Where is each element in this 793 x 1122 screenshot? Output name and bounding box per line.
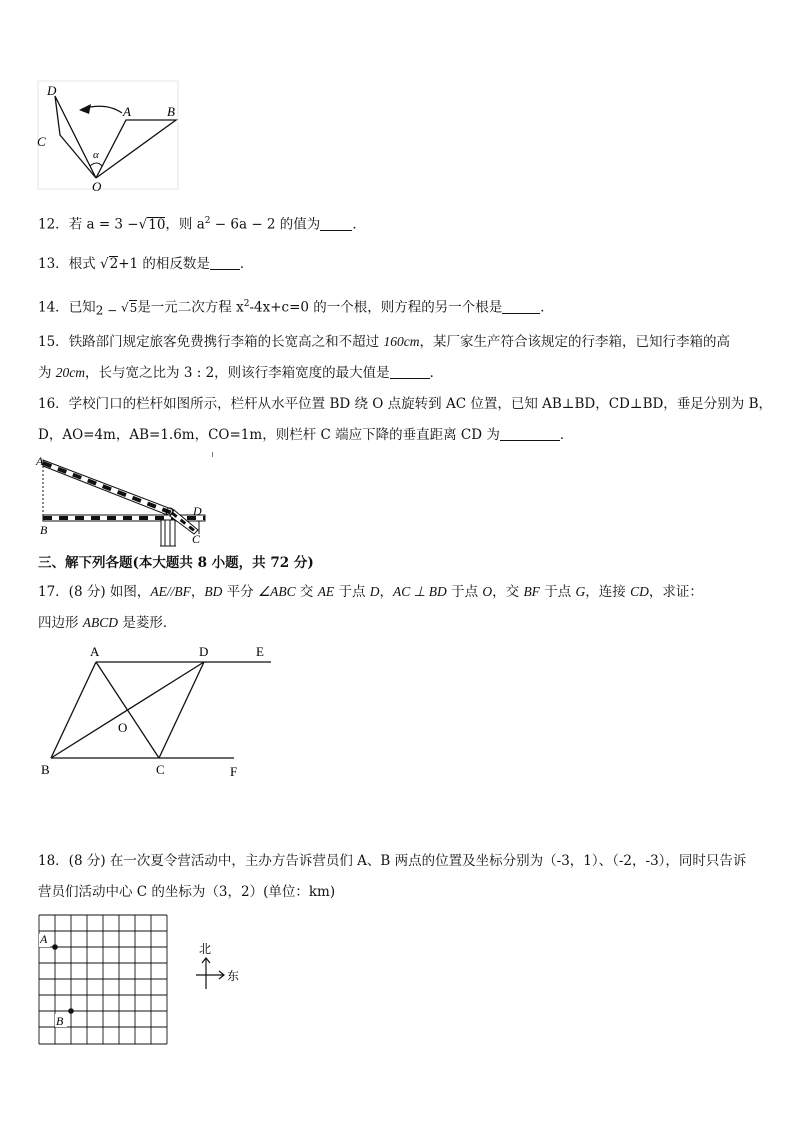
label-O: O: [92, 179, 102, 192]
label-B: B: [41, 762, 50, 777]
answer-blank: [390, 364, 430, 379]
label-B: B: [167, 104, 175, 119]
rotation-figure: [36, 80, 181, 192]
sqrt-sign: √: [99, 256, 109, 272]
q17-math: AE: [317, 584, 335, 599]
sqrt-sign: √: [121, 300, 129, 315]
q15-value: 160cm: [383, 334, 420, 349]
q15-ratio: 3 : 2: [183, 365, 215, 381]
label-C: C: [156, 762, 165, 777]
q17-math: BD: [204, 584, 223, 599]
q16-text: D，AO=4m，AB=1.6m，CO=1m，则栏杆 C 端应下降的垂直距离 CD 为: [38, 427, 500, 443]
question-12: [38, 206, 366, 240]
q15-text: 为: [38, 365, 56, 381]
q17-math: G: [575, 584, 586, 599]
q17-text: 17．(8 分) 如图，: [38, 584, 151, 600]
q12-text: ，则 a: [165, 216, 205, 233]
question-15-line-2: [38, 358, 443, 388]
compass-icon: [196, 958, 224, 989]
q17-math: CD: [630, 584, 649, 599]
q17-text: 是菱形．: [118, 615, 177, 631]
q17-text: 平分: [222, 584, 258, 600]
q17-math: ABCD: [82, 615, 119, 630]
question-13: [38, 249, 253, 279]
q18-text: 18．(8 分) 在一次夏令营活动中，主办方告诉营员们 A、B 两点的位置及坐标分别为（-3，1）、（-2，-3），同时只告诉: [38, 853, 747, 869]
label-O: O: [118, 720, 128, 735]
question-number: 12．: [38, 216, 69, 233]
question-17-line-2: [38, 608, 176, 638]
q17-text: 四边形: [38, 615, 83, 631]
q15-value: 20cm: [55, 365, 86, 380]
q17-text: 于点: [539, 584, 576, 600]
question-number: 13．: [38, 256, 69, 272]
q17-text: 于点: [334, 584, 370, 600]
coordinate-grid-figure: [36, 912, 251, 1048]
label-C: C: [192, 532, 201, 546]
rhombus-figure: [34, 640, 274, 780]
question-number: 14．: [38, 299, 69, 316]
q12-superscript: 2: [204, 216, 211, 226]
q13-end: ．: [239, 256, 254, 272]
q17-text: ，: [190, 584, 205, 600]
q14-text: -4x+c=0 的一个根，则方程的另一个根是: [249, 299, 503, 316]
q12-text: − 6a − 2 的值为: [210, 216, 321, 233]
q17-text: ，交: [492, 584, 524, 600]
q16-end: ．: [559, 427, 574, 443]
q14-end: ．: [540, 299, 554, 316]
question-16-line-1: [38, 389, 772, 419]
label-F: F: [230, 764, 238, 779]
q17-math: BF: [523, 584, 540, 599]
q12-end: ．: [352, 216, 366, 233]
sqrt-sign: √: [138, 216, 148, 233]
q13-radicand: 2: [109, 256, 119, 272]
point-B: [68, 1008, 74, 1014]
label-A: A: [123, 104, 131, 119]
q18-text: 营员们活动中心 C 的坐标为（3，2）(单位：km): [38, 884, 336, 900]
q15-text: ，长与宽之比为: [85, 365, 184, 381]
q17-math: AC ⊥ BD: [393, 584, 447, 599]
question-15-line-1: [38, 327, 730, 357]
label-A: A: [36, 454, 44, 468]
q17-text: 于点: [446, 584, 483, 600]
question-number: 15．: [38, 334, 69, 350]
label-O: O: [165, 504, 174, 518]
label-alpha: α: [93, 149, 99, 161]
q17-text: ，求证：: [648, 584, 703, 600]
label-D: D: [199, 644, 209, 659]
label-A: A: [40, 932, 48, 946]
q13-text: +1 的相反数是: [118, 256, 210, 272]
question-16-line-2: [38, 420, 573, 450]
barrier-gate-figure: [34, 452, 224, 548]
q12-radicand: 10: [148, 216, 166, 233]
q15-text: 铁路部门规定旅客免费携行李箱的长宽高之和不超过: [68, 334, 384, 350]
question-18-line-1: [38, 846, 746, 876]
point-A: [52, 944, 58, 950]
label-A: A: [90, 644, 100, 659]
q14-superscript: 2: [243, 299, 250, 309]
question-14: [38, 289, 554, 326]
q17-math: O: [482, 584, 493, 599]
answer-blank: [320, 216, 352, 231]
q16-text: 16．学校门口的栏杆如图所示，栏杆从水平位置 BD 绕 O 点旋转到 AC 位置，已知 AB⊥BD，CD⊥BD，垂足分别为 B，: [38, 396, 773, 412]
q17-text: ，: [379, 584, 394, 600]
q14-text: 已知: [68, 299, 96, 316]
q14-radicand: 5: [129, 300, 138, 315]
question-17-line-1: [38, 577, 703, 607]
section-heading: 三、解下列各题(本大题共 8 小题，共 72 分): [38, 555, 314, 571]
label-north: 北: [199, 942, 212, 956]
label-B: B: [40, 523, 48, 537]
stray-mark: [212, 452, 213, 457]
label-C: C: [37, 134, 46, 149]
q17-math: ∠ABC: [257, 584, 296, 599]
q13-text: 根式: [68, 256, 100, 272]
answer-blank: [210, 255, 240, 270]
q17-math: D: [369, 584, 380, 599]
q15-text: ，某厂家生产符合该规定的行李箱，已知行李箱的高: [419, 334, 730, 350]
q14-expression: 2 −: [95, 303, 122, 318]
question-18-line-2: [38, 877, 335, 907]
answer-blank: [502, 299, 540, 314]
answer-blank: [500, 426, 560, 441]
label-D: D: [193, 504, 202, 518]
q15-end: ．: [429, 365, 444, 381]
label-D: D: [47, 83, 57, 98]
q17-text: ，连接: [585, 584, 631, 600]
q17-math: AE//BF: [150, 584, 191, 599]
label-east: 东: [227, 969, 240, 983]
q17-text: 交: [295, 584, 318, 600]
q15-text: ，则该行李箱宽度的最大值是: [214, 365, 390, 381]
q12-text: 若 a = 3 −: [68, 216, 139, 233]
q14-text: 是一元二次方程 x: [137, 299, 244, 316]
label-B: B: [56, 1014, 64, 1028]
label-E: E: [256, 644, 264, 659]
